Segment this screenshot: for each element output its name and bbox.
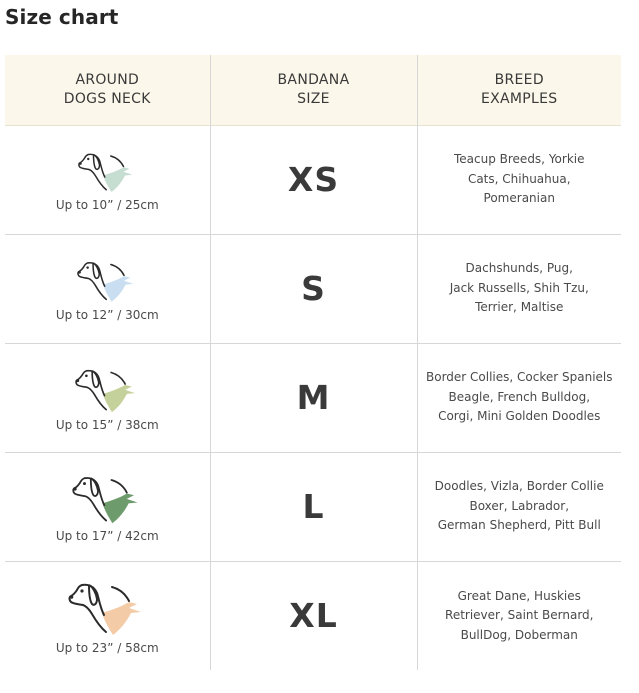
dog-nose bbox=[78, 270, 81, 273]
breed-line: Retriever, Saint Bernard, bbox=[445, 608, 594, 622]
breed-cell bbox=[417, 452, 621, 561]
dog-bandana-xl-icon bbox=[67, 577, 147, 637]
dog-nose bbox=[76, 379, 79, 382]
header-line: EXAMPLES bbox=[481, 91, 558, 108]
neck-cell bbox=[5, 125, 210, 234]
neck-size-text: Up to 15” / 38cm bbox=[55, 417, 159, 432]
dog-nose bbox=[70, 595, 74, 599]
dog-nose bbox=[74, 487, 77, 490]
size-chart-table bbox=[5, 55, 621, 670]
neck-size-text: Up to 10” / 25cm bbox=[55, 197, 159, 212]
dog-bandana-m-icon bbox=[74, 364, 140, 414]
breed-line: Border Collies, Cocker Spaniels bbox=[426, 370, 613, 385]
neck-size-text: Up to 17” / 42cm bbox=[55, 528, 159, 543]
bandana-shape bbox=[103, 384, 135, 411]
bandana-shape bbox=[102, 602, 141, 635]
dog-ear-outline bbox=[93, 262, 99, 277]
dog-head-outline bbox=[76, 370, 106, 409]
breed-line: BullDog, Doberman bbox=[460, 627, 578, 642]
dog-eye bbox=[85, 374, 88, 377]
bandana-size-label: L bbox=[302, 487, 325, 526]
dog-head-outline bbox=[79, 154, 106, 189]
dog-neck-outline bbox=[111, 372, 125, 384]
breed-line: Teacup Breeds, Yorkie bbox=[453, 152, 585, 167]
bandana-size-label: XL bbox=[289, 596, 338, 636]
table-row bbox=[5, 343, 621, 452]
dog-head-outline bbox=[74, 477, 107, 520]
size-cell bbox=[210, 125, 417, 234]
neck-size-text: Up to 23” / 58cm bbox=[55, 640, 159, 655]
dog-neck-outline bbox=[111, 264, 124, 275]
breed-line: Jack Russells, Shih Tzu, bbox=[449, 280, 589, 295]
breed-cell bbox=[417, 561, 621, 670]
table-row bbox=[5, 452, 621, 561]
header-bandana-size bbox=[210, 55, 417, 125]
breed-line: German Shepherd, Pitt Bull bbox=[437, 518, 601, 533]
breed-line: Doodles, Vizla, Border Collie bbox=[434, 479, 604, 494]
breed-line: Pomeranian bbox=[483, 191, 555, 206]
dog-ear-outline bbox=[94, 154, 100, 169]
neck-cell bbox=[5, 343, 210, 452]
dog-eye bbox=[81, 589, 84, 592]
dog-neck-outline bbox=[111, 156, 124, 167]
header-breed-examples bbox=[417, 55, 621, 125]
bandana-shape bbox=[103, 276, 133, 302]
breed-line: Dachshunds, Pug, bbox=[465, 261, 573, 276]
bandana-shape bbox=[103, 493, 138, 523]
breed-cell bbox=[417, 125, 621, 234]
header-line: AROUND bbox=[75, 72, 140, 89]
header-line: BANDANA bbox=[277, 72, 350, 89]
header-around-dogs-neck bbox=[5, 55, 210, 125]
dog-head-outline bbox=[70, 585, 107, 632]
dog-eye bbox=[87, 157, 89, 159]
dog-ear-outline bbox=[91, 478, 98, 496]
header-line: DOGS NECK bbox=[63, 91, 151, 108]
header-line: BREED bbox=[494, 72, 544, 89]
table-row bbox=[5, 561, 621, 670]
bandana-size-label: M bbox=[296, 378, 331, 417]
size-cell bbox=[210, 452, 417, 561]
breed-line: Beagle, French Bulldog, bbox=[448, 389, 591, 404]
breed-line: Terrier, Maltise bbox=[475, 300, 564, 315]
table-row bbox=[5, 234, 621, 343]
dog-nose bbox=[79, 162, 82, 165]
dog-bandana-xs-icon bbox=[77, 148, 137, 194]
breed-line: Cats, Chihuahua, bbox=[467, 171, 571, 186]
neck-cell bbox=[5, 452, 210, 561]
dog-ear-outline bbox=[92, 370, 99, 386]
dog-bandana-l-icon bbox=[71, 471, 143, 525]
bandana-size-label: S bbox=[301, 269, 326, 308]
bandana-size-label: XS bbox=[287, 160, 340, 199]
dog-neck-outline bbox=[112, 480, 127, 493]
dog-neck-outline bbox=[112, 587, 129, 601]
size-cell bbox=[210, 234, 417, 343]
table-row bbox=[5, 125, 621, 234]
neck-size-text: Up to 12” / 30cm bbox=[55, 307, 159, 322]
breed-line: Corgi, Mini Golden Doodles bbox=[438, 409, 601, 424]
neck-cell bbox=[5, 234, 210, 343]
breed-line: Boxer, Labrador, bbox=[469, 498, 570, 513]
dog-eye bbox=[83, 482, 86, 485]
header-line: SIZE bbox=[297, 91, 330, 108]
table-header-row bbox=[5, 55, 621, 125]
size-cell bbox=[210, 343, 417, 452]
breed-line: Great Dane, Huskies bbox=[457, 588, 581, 603]
size-cell bbox=[210, 561, 417, 670]
neck-cell bbox=[5, 561, 210, 670]
breed-cell bbox=[417, 343, 621, 452]
dog-head-outline bbox=[78, 262, 106, 299]
dog-eye bbox=[87, 266, 89, 268]
breed-cell bbox=[417, 234, 621, 343]
bandana-shape bbox=[104, 167, 133, 192]
page-title: Size chart bbox=[5, 5, 119, 29]
dog-bandana-s-icon bbox=[76, 256, 138, 304]
dog-ear-outline bbox=[89, 585, 97, 605]
